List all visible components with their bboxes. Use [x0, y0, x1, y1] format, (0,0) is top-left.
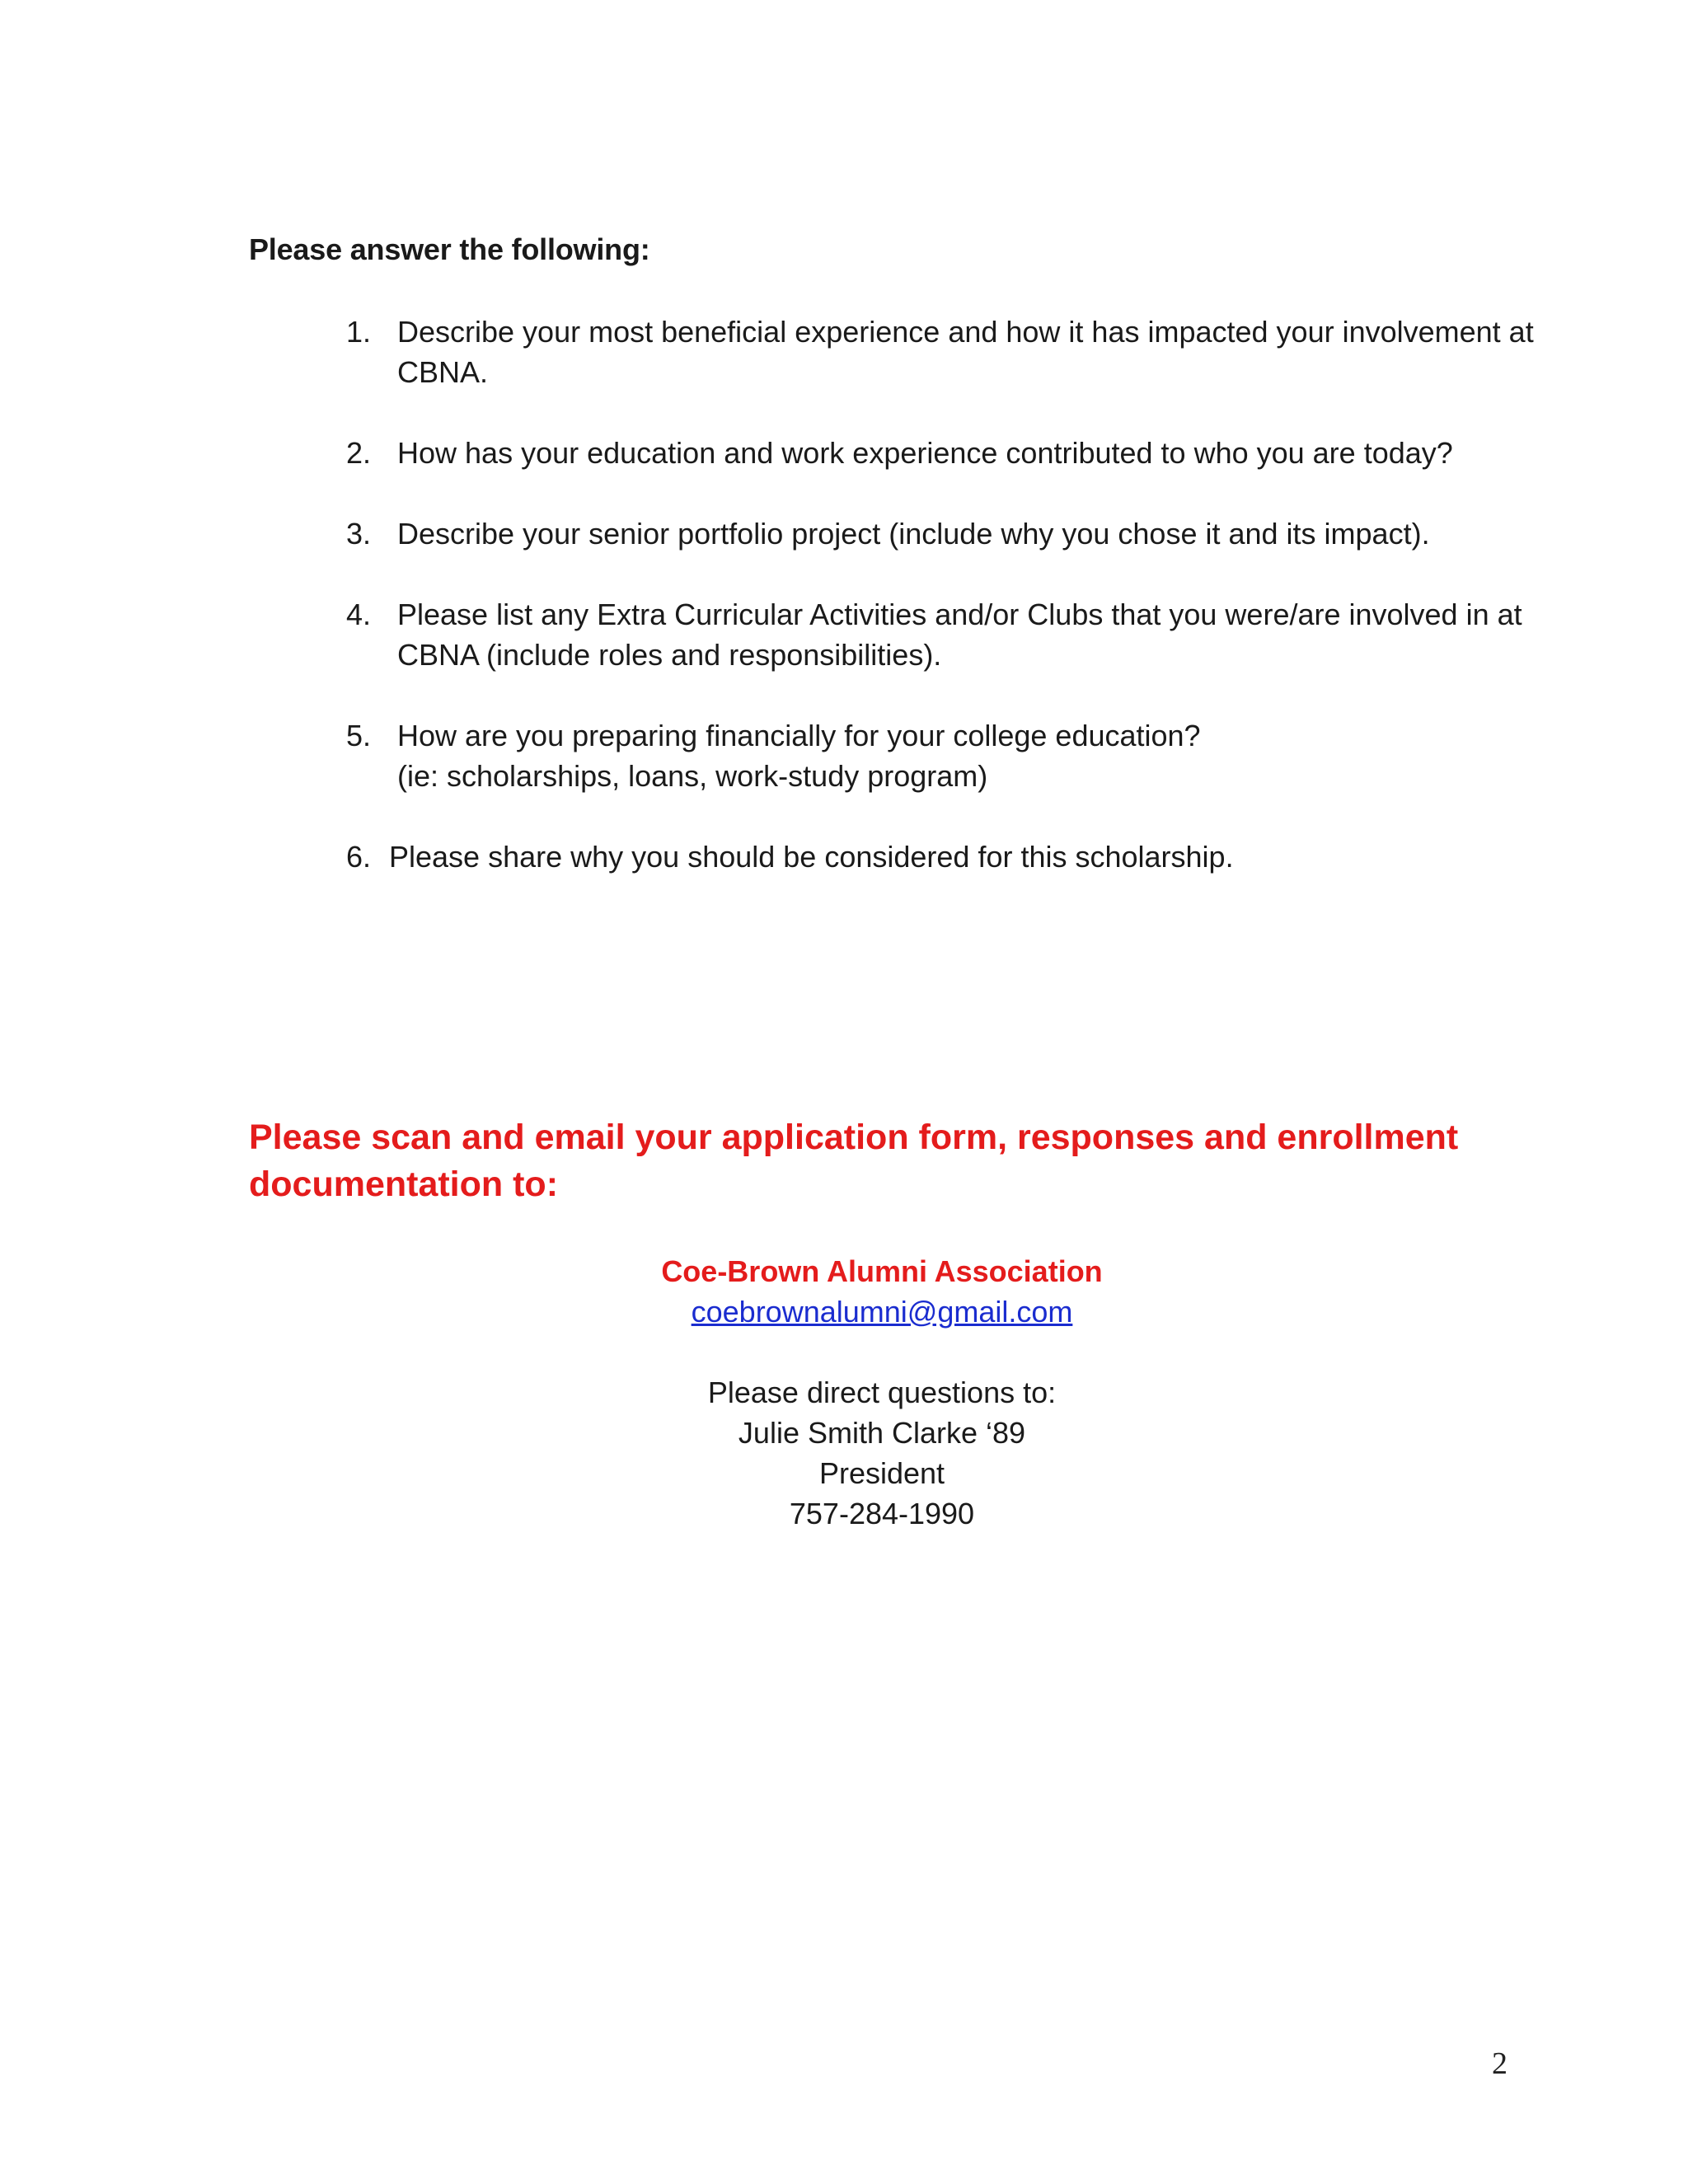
contact-title: President	[818, 1456, 945, 1490]
question-number: 5.	[346, 719, 372, 752]
contact-spacer	[0, 1332, 1688, 1372]
question-text-line2: (ie: scholarships, loans, work-study program)	[397, 759, 988, 793]
question-text: How has your education and work experience contributed to who you are today?	[397, 436, 1453, 470]
questions-label: Please direct questions to:	[707, 1376, 1057, 1409]
question-item	[346, 715, 1550, 796]
question-item	[346, 594, 1550, 675]
question-item	[346, 513, 1550, 554]
question-text: Please share why you should be considered for this scholarship.	[389, 840, 1234, 874]
question-text: Please list any Extra Curricular Activities and/or Clubs that you were/are involved in at CBNA (include roles and responsibilities).	[397, 598, 1522, 672]
question-number: 3.	[346, 517, 372, 551]
question-item	[346, 312, 1550, 392]
question-item	[346, 433, 1550, 473]
question-list	[346, 312, 1550, 877]
submission-instructions: Please scan and email your application form, responses and enrollment documentation to:	[249, 1118, 1459, 1204]
organization-name: Coe-Brown Alumni Association	[661, 1254, 1103, 1288]
contact-name: Julie Smith Clarke ‘89	[738, 1416, 1026, 1450]
question-number: 1.	[346, 315, 372, 349]
question-number: 2.	[346, 436, 372, 470]
section-heading: Please answer the following:	[249, 232, 650, 266]
question-item	[346, 837, 1550, 877]
contact-block	[0, 1251, 1688, 1534]
question-text: Describe your most beneficial experience and how it has impacted your involvement at CBNA.	[397, 315, 1534, 389]
email-link[interactable]: coebrownalumni@gmail.com	[691, 1295, 1073, 1329]
page-number: 2	[1492, 2046, 1507, 2081]
question-number: 6.	[346, 840, 372, 874]
question-number: 4.	[346, 598, 372, 631]
question-text-line1: How are you preparing financially for your college education?	[397, 719, 1201, 752]
question-text: Describe your senior portfolio project (include why you chose it and its impact).	[397, 517, 1430, 551]
contact-phone: 757-284-1990	[789, 1497, 975, 1530]
